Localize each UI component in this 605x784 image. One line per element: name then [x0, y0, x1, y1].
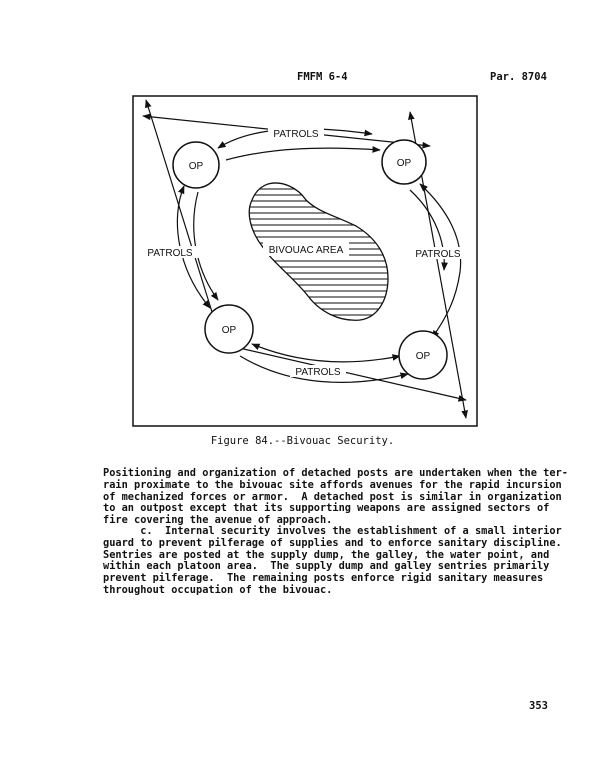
svg-text:OP: OP	[221, 325, 237, 336]
text-line: of mechanized forces or armor. A detached post is similar in organization	[103, 490, 562, 503]
document-id: FMFM 6-4	[297, 71, 348, 83]
text-line: fire covering the avenue of approach.	[103, 514, 333, 527]
patrols-label-right: PATROLS	[415, 249, 461, 260]
svg-text:OP: OP	[396, 158, 412, 169]
patrol-route-top-inner	[226, 148, 380, 160]
patrol-route-bottom	[252, 344, 400, 362]
sector-line-nw-diagonal	[146, 100, 222, 344]
op-southeast	[399, 331, 447, 379]
svg-text:OP: OP	[188, 161, 204, 172]
text-line: guard to prevent pilferage of supplies and to enforce sanitary discipline.	[103, 536, 562, 549]
page-number: 353	[529, 700, 548, 712]
text-line: within each platoon area. The supply dump and galley sentries primarily	[103, 560, 550, 573]
text-line: Positioning and organization of detached posts are undertaken when the ter-	[103, 467, 568, 479]
figure-caption: Figure 84.--Bivouac Security.	[210, 435, 395, 447]
text-line: rain proximate to the bivouac site affords avenues for the rapid incursion	[103, 478, 562, 491]
text-line: prevent pilferage. The remaining posts enforce rigid sanitary measures	[103, 572, 544, 585]
patrols-label-bottom: PATROLS	[295, 367, 341, 378]
text-line: throughout occupation of the bivouac.	[103, 583, 333, 596]
text-line: Sentries are posted at the supply dump, the galley, the water point, and	[103, 548, 550, 561]
paragraph-detached-posts	[103, 467, 568, 527]
op-northwest	[173, 142, 219, 188]
patrols-label-left: PATROLS	[147, 248, 193, 259]
op-southwest	[205, 305, 253, 353]
text-line: c. Internal security involves the establishment of a small interior	[103, 525, 562, 537]
op-northeast	[382, 140, 426, 184]
patrols-label-top: PATROLS	[273, 129, 319, 140]
paragraph-reference: Par. 8704	[490, 71, 547, 83]
svg-text:OP: OP	[415, 351, 431, 362]
bivouac-area-label: BIVOUAC AREA	[268, 245, 344, 256]
paragraph-internal-security	[103, 525, 562, 597]
text-line: to an outpost except that its supporting weapons are assigned sectors of	[103, 502, 550, 515]
patrol-route-right	[420, 184, 461, 338]
